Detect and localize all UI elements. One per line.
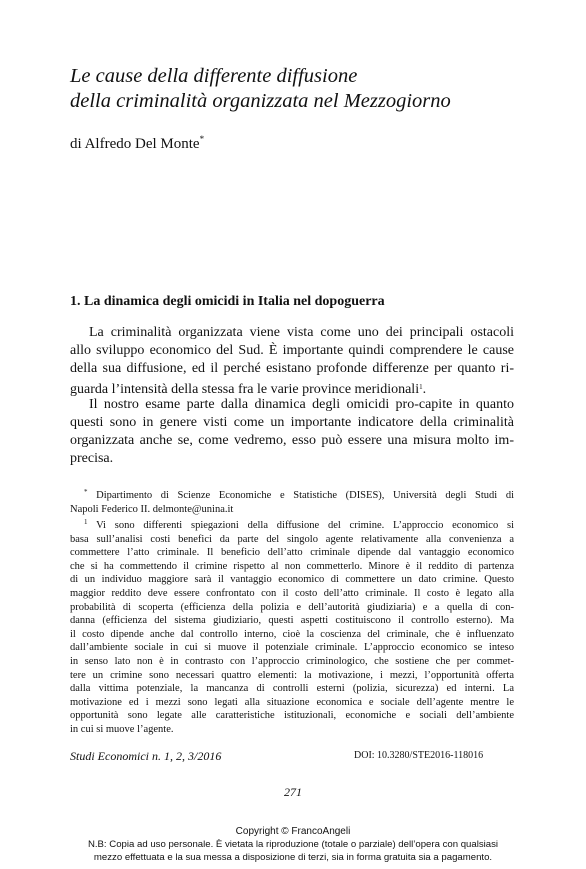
author-name: di Alfredo Del Monte — [70, 136, 200, 152]
doi-label[interactable]: DOI: 10.3280/STE2016-118016 — [354, 750, 484, 761]
footnote-line — [70, 546, 514, 560]
footnote-line — [70, 628, 514, 642]
footnote-line-text: dalla vittima potenziale, la mancanza di controlli esterni (polizia, sicurezza) ed interni. La — [70, 683, 514, 695]
article-title — [70, 64, 530, 114]
footnote-line-text: Napoli Federico II. delmonte@unina.it — [70, 503, 234, 515]
footnote-line-text: di un individuo maggiore sarà il vantaggio economico di commettere un dato crimine. Questo — [70, 574, 514, 586]
body-line-text: questi sono in genere visti come un importante indicatore della criminalità — [70, 415, 514, 430]
footnote-line-text: danna (efficienza del sistema giudiziario, questi aspetti costituiscono il controllo esterno). Ma — [70, 615, 514, 627]
footnote-line — [70, 696, 514, 710]
body-paragraph — [70, 324, 514, 399]
footnote-reference[interactable]: 1 — [419, 383, 423, 391]
body-line-text: Il nostro esame parte dalla dinamica degli omicidi pro-capite in quanto — [89, 397, 514, 412]
footnote-line-text: il costo dipende anche dal controllo interno, cioè la coscienza del criminale, che è influenzato — [70, 628, 514, 640]
footnote-line-text: dall’ambiente sociale in cui si muove il potenziale criminale. L’approccio economico se inteso — [70, 642, 514, 654]
footnote-line-text: tere un crimine sono necessari quattro elementi: la motivazione, i mezzi, l’opportunità offerta — [70, 669, 514, 681]
footnote-mark: 1 — [84, 518, 88, 526]
body-line-text: organizzata anche se, come vedremo, esso può essere una misura molto im- — [70, 433, 514, 448]
footnote-line — [70, 560, 514, 574]
body-paragraph — [70, 396, 514, 468]
footnote-line-text: commettere l’atto criminale. Il beneficio dell’atto criminale dipende dal vantaggio economico — [70, 547, 514, 559]
footnote-line — [70, 587, 514, 601]
journal-citation: Studi Economici n. 1, 2, 3/2016 — [70, 749, 222, 763]
body-line-text: guarda l’intensità della stessa fra le varie province meridionali — [70, 382, 420, 397]
footnote-line — [70, 682, 514, 696]
footnote-line-text: basa sull’analisi costi benefici da parte del singolo agente relativamente alla convenienza a — [70, 533, 514, 545]
footnote-line — [70, 573, 514, 587]
footnote-line-text: motivazione ed i mezzi sono legati alla situazione economica e sociale dell’agente mentre le — [70, 696, 514, 708]
footnote-line — [70, 614, 514, 628]
footnote-line-text — [84, 486, 514, 503]
footnote-line — [70, 709, 514, 723]
body-line — [70, 360, 514, 378]
page-number: 271 — [284, 785, 302, 799]
footnote-1 — [70, 516, 514, 737]
article-title-line: della criminalità organizzata nel Mezzogiorno — [70, 90, 451, 112]
footnote-line — [70, 533, 514, 547]
footnote-line — [70, 723, 514, 737]
body-line — [70, 324, 514, 342]
usage-notice-line: N.B: Copia ad uso personale. È vietata la riproduzione (totale o parziale) dell’opera con qualsiasi — [87, 839, 499, 850]
footnote-line-text: che si ha commettendo il crimine rispetto al non commetterlo. Minore è il reddito di partenza — [70, 560, 514, 572]
article-author — [70, 134, 204, 153]
usage-notice — [0, 838, 586, 864]
footnote-line — [70, 669, 514, 683]
copyright-line: Copyright © FrancoAngeli — [235, 826, 351, 837]
body-line — [70, 414, 514, 432]
footnote-line — [70, 641, 514, 655]
footnote-text: Dipartimento di Scienze Economiche e Statistiche (DISES), Università degli Studi di — [96, 490, 514, 501]
body-line-text: allo sviluppo economico del Sud. È importante quindi comprendere le cause — [70, 343, 514, 358]
footnote-line-text: opportunità sono legate alle caratteristiche istituzionali, economiche e sociali dell’ambiente — [70, 710, 514, 722]
article-title-line: Le cause della differente diffusione — [70, 65, 358, 87]
footnote-line — [70, 516, 514, 533]
body-line — [70, 450, 514, 468]
footnote-line-text: probabilità di scoperta (efficienza della polizia e dell’autorità giudiziaria) e a quella di con- — [70, 601, 514, 613]
footnote-line — [70, 655, 514, 669]
body-line-text: della sua diffusione, ed il perché esistano profonde differenze per quanto ri- — [70, 361, 514, 376]
footnote-author-affiliation — [70, 486, 514, 516]
body-line — [70, 342, 514, 360]
footnote-line-text: in cui si muove l’agente. — [70, 723, 174, 735]
footnote-line — [70, 503, 514, 517]
section-heading: 1. La dinamica degli omicidi in Italia nel dopoguerra — [70, 294, 385, 309]
footnote-line — [70, 601, 514, 615]
body-line-end: . — [422, 382, 427, 397]
footnote-line-text: maggior reddito deve essere confrontato con il costo dell’atto criminale. Il costo è legato alla — [70, 587, 514, 599]
body-line — [70, 432, 514, 450]
footnote-line-text: in senso lato non è in contrasto con l’approccio criminologico, che sostiene che per commet- — [70, 655, 514, 667]
body-line-text: La criminalità organizzata viene vista come uno dei principali ostacoli — [89, 325, 514, 340]
author-footnote-mark: * — [199, 134, 205, 144]
footnote-line-text — [84, 516, 514, 533]
footnote-line — [70, 486, 514, 503]
body-line-text: precisa. — [70, 451, 114, 466]
body-line — [70, 396, 514, 414]
usage-notice-line: mezzo effettuata e la sua messa a disposizione di terzi, sia in forma gratuita sia a pagamento. — [93, 852, 493, 863]
footnote-mark: * — [84, 488, 88, 496]
footnote-text: Vi sono differenti spiegazioni della diffusione del crimine. L’approccio economico si — [96, 520, 514, 531]
